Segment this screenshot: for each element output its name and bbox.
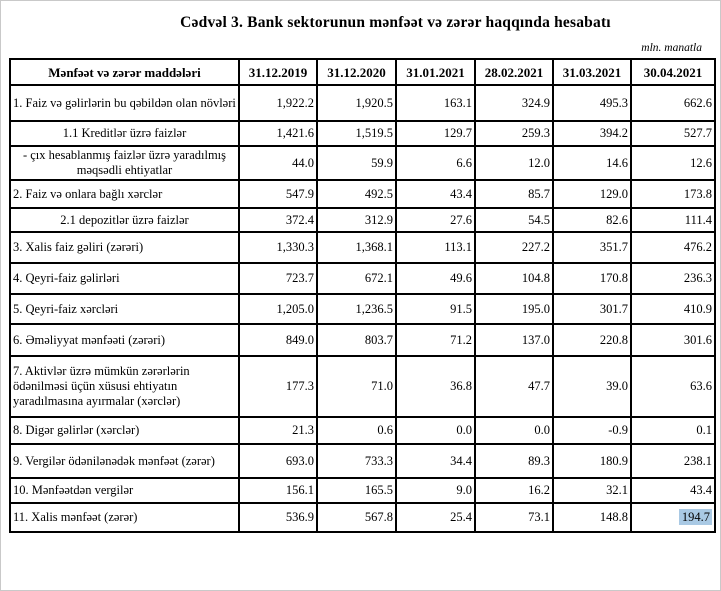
- header-date-5: 31.03.2021: [553, 59, 631, 85]
- cell-value: 492.5: [317, 180, 396, 208]
- cell-value: 47.7: [475, 356, 553, 417]
- cell-value: 36.8: [396, 356, 475, 417]
- cell-value: 1,519.5: [317, 121, 396, 146]
- cell-value: 662.6: [631, 85, 715, 121]
- cell-value: 43.4: [631, 478, 715, 503]
- cell-value: 9.0: [396, 478, 475, 503]
- cell-value: 301.7: [553, 294, 631, 324]
- cell-value: 170.8: [553, 263, 631, 294]
- cell-value: 14.6: [553, 146, 631, 180]
- table-row-1-1: [10, 121, 715, 146]
- cell-value: 394.2: [553, 121, 631, 146]
- cell-value: 259.3: [475, 121, 553, 146]
- cell-value: 1,922.2: [239, 85, 317, 121]
- row-label: 7. Aktivlər üzrə mümkün zərərlərin ödənilməsi üçün xüsusi ehtiyatın yaradılmasına ayırmalar (xərclər): [10, 356, 239, 417]
- cell-value: 0.0: [396, 417, 475, 444]
- unit-note: mln. manatla: [641, 42, 702, 54]
- cell-value: 672.1: [317, 263, 396, 294]
- cell-value: 34.4: [396, 444, 475, 478]
- cell-value: 104.8: [475, 263, 553, 294]
- cell-value: 85.7: [475, 180, 553, 208]
- cell-value: 156.1: [239, 478, 317, 503]
- selection-highlight: 194.7: [679, 509, 712, 525]
- cell-value: 351.7: [553, 232, 631, 263]
- header-date-3: 31.01.2021: [396, 59, 475, 85]
- header-date-2: 31.12.2020: [317, 59, 396, 85]
- cell-value: 180.9: [553, 444, 631, 478]
- cell-value: 1,920.5: [317, 85, 396, 121]
- row-label: 3. Xalis faiz gəliri (zərəri): [10, 232, 239, 263]
- cell-value: 567.8: [317, 503, 396, 532]
- cell-value: 1,368.1: [317, 232, 396, 263]
- cell-value: 111.4: [631, 208, 715, 232]
- table-row-8: [10, 417, 715, 444]
- cell-value: 54.5: [475, 208, 553, 232]
- cell-value: 165.5: [317, 478, 396, 503]
- cell-value: 129.7: [396, 121, 475, 146]
- table-row-7: [10, 356, 715, 417]
- cell-value: 1,236.5: [317, 294, 396, 324]
- table-row-3: [10, 232, 715, 263]
- table-row-1: [10, 85, 715, 121]
- cell-value: 137.0: [475, 324, 553, 356]
- page-title: Cədvəl 3. Bank sektorunun mənfəət və zərər haqqında hesabatı: [180, 14, 611, 31]
- cell-value: 536.9: [239, 503, 317, 532]
- row-label: 1.1 Kreditlər üzrə faizlər: [10, 121, 239, 146]
- header-date-4: 28.02.2021: [475, 59, 553, 85]
- cell-value: 410.9: [631, 294, 715, 324]
- cell-value: 476.2: [631, 232, 715, 263]
- cell-value: 63.6: [631, 356, 715, 417]
- cell-value: 129.0: [553, 180, 631, 208]
- cell-value: 43.4: [396, 180, 475, 208]
- row-label: 8. Digər gəlirlər (xərclər): [10, 417, 239, 444]
- cell-value: 372.4: [239, 208, 317, 232]
- table-row-5: [10, 294, 715, 324]
- cell-value: 39.0: [553, 356, 631, 417]
- cell-value: 527.7: [631, 121, 715, 146]
- table-row-4: [10, 263, 715, 294]
- cell-value: 177.3: [239, 356, 317, 417]
- table-row-minus-reserves: [10, 146, 715, 180]
- cell-value-highlighted: [631, 503, 715, 532]
- cell-value: 324.9: [475, 85, 553, 121]
- row-label: 6. Əməliyyat mənfəəti (zərəri): [10, 324, 239, 356]
- table-row-11: [10, 503, 715, 532]
- cell-value: 12.0: [475, 146, 553, 180]
- cell-value: 6.6: [396, 146, 475, 180]
- cell-value: 59.9: [317, 146, 396, 180]
- cell-value: 44.0: [239, 146, 317, 180]
- row-label: 5. Qeyri-faiz xərcləri: [10, 294, 239, 324]
- cell-value: 733.3: [317, 444, 396, 478]
- row-label: 11. Xalis mənfəət (zərər): [10, 503, 239, 532]
- header-date-1: 31.12.2019: [239, 59, 317, 85]
- cell-value: 91.5: [396, 294, 475, 324]
- profit-loss-table: [9, 58, 716, 533]
- row-label: 10. Mənfəətdən vergilər: [10, 478, 239, 503]
- cell-value: 236.3: [631, 263, 715, 294]
- document-page: [1, 14, 720, 533]
- cell-value: 312.9: [317, 208, 396, 232]
- cell-value: 16.2: [475, 478, 553, 503]
- cell-value: 849.0: [239, 324, 317, 356]
- cell-value: 0.0: [475, 417, 553, 444]
- cell-value: 803.7: [317, 324, 396, 356]
- cell-value: 238.1: [631, 444, 715, 478]
- table-row-2-1: [10, 208, 715, 232]
- row-label: 2. Faiz və onlara bağlı xərclər: [10, 180, 239, 208]
- cell-value: 27.6: [396, 208, 475, 232]
- cell-value: 0.1: [631, 417, 715, 444]
- header-date-6: 30.04.2021: [631, 59, 715, 85]
- table-row-9: [10, 444, 715, 478]
- table-row-2: [10, 180, 715, 208]
- cell-value: 301.6: [631, 324, 715, 356]
- cell-value: 148.8: [553, 503, 631, 532]
- cell-value: 495.3: [553, 85, 631, 121]
- cell-value: 71.0: [317, 356, 396, 417]
- cell-value: 25.4: [396, 503, 475, 532]
- cell-value: 220.8: [553, 324, 631, 356]
- row-label: 2.1 depozitlər üzrə faizlər: [10, 208, 239, 232]
- table-row-6: [10, 324, 715, 356]
- cell-value: 0.6: [317, 417, 396, 444]
- header-row: [10, 59, 715, 85]
- row-label: 1. Faiz və gəlirlərin bu qəbildən olan növləri: [10, 85, 239, 121]
- row-label: - çıx hesablanmış faizlər üzrə yaradılmış məqsədli ehtiyatlar: [10, 146, 239, 180]
- cell-value: 1,330.3: [239, 232, 317, 263]
- cell-value: 1,421.6: [239, 121, 317, 146]
- cell-value: 195.0: [475, 294, 553, 324]
- cell-value: 693.0: [239, 444, 317, 478]
- cell-value: 12.6: [631, 146, 715, 180]
- cell-value: 1,205.0: [239, 294, 317, 324]
- row-label: 4. Qeyri-faiz gəlirləri: [10, 263, 239, 294]
- cell-value: 73.1: [475, 503, 553, 532]
- cell-value: 49.6: [396, 263, 475, 294]
- cell-value: 21.3: [239, 417, 317, 444]
- cell-value: 173.8: [631, 180, 715, 208]
- cell-value: 163.1: [396, 85, 475, 121]
- cell-value: 113.1: [396, 232, 475, 263]
- cell-value: 547.9: [239, 180, 317, 208]
- cell-value: 82.6: [553, 208, 631, 232]
- row-label: 9. Vergilər ödənilənədək mənfəət (zərər): [10, 444, 239, 478]
- cell-value: -0.9: [553, 417, 631, 444]
- cell-value: 723.7: [239, 263, 317, 294]
- cell-value: 32.1: [553, 478, 631, 503]
- table-row-10: [10, 478, 715, 503]
- header-items: Mənfəət və zərər maddələri: [10, 59, 239, 85]
- cell-value: 227.2: [475, 232, 553, 263]
- cell-value: 71.2: [396, 324, 475, 356]
- cell-value: 89.3: [475, 444, 553, 478]
